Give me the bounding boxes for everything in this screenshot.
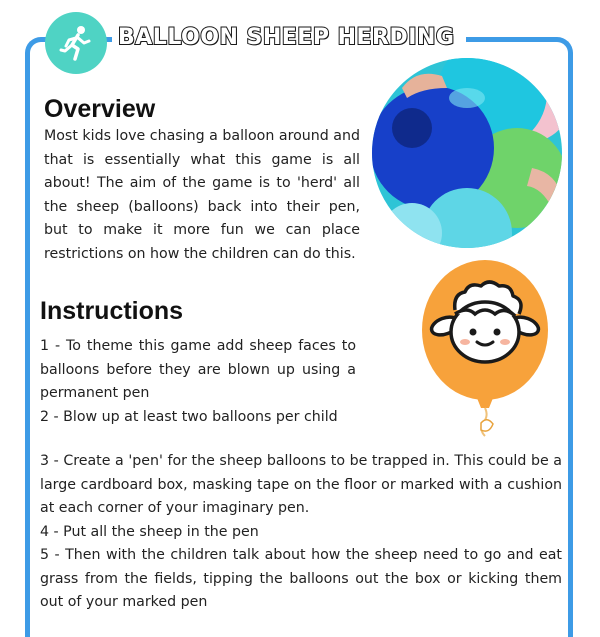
- running-person-icon: [56, 23, 96, 63]
- sheep-face-balloon-icon: [415, 258, 555, 438]
- instruction-step: 5 - Then with the children talk about how the sheep need to go and eat grass from the fields, tipping the balloons out the box or kicking them out of your marked pen: [40, 547, 562, 610]
- instructions-heading: Instructions: [40, 297, 184, 325]
- title-wrap: [112, 20, 466, 54]
- instruction-step: 3 - Create a 'pen' for the sheep balloons to be trapped in. This could be a large cardboard box, masking tape on the floor or marked with a cushion at each corner of your imaginary pen.: [40, 453, 562, 516]
- balloons-photo: [372, 58, 562, 248]
- instructions-list-narrow: [40, 335, 356, 429]
- page-title: BALLOON SHEEP HERDING: [118, 24, 455, 50]
- instruction-step: 1 - To theme this game add sheep faces to balloons before they are blown up using a permanent pen: [40, 338, 356, 401]
- header-badge: [45, 12, 107, 74]
- overview-heading: Overview: [44, 95, 156, 123]
- instruction-step: 4 - Put all the sheep in the pen: [40, 523, 259, 540]
- overview-text: Most kids love chasing a balloon around and that is essentially what this game is all about! The aim of the game is to 'herd' all the sheep (balloons) back into their pen, but to make it more fun we can place restrictions on how the children can do this.: [44, 128, 360, 262]
- instruction-step: 2 - Blow up at least two balloons per child: [40, 408, 338, 425]
- instructions-list-wide: [40, 450, 562, 615]
